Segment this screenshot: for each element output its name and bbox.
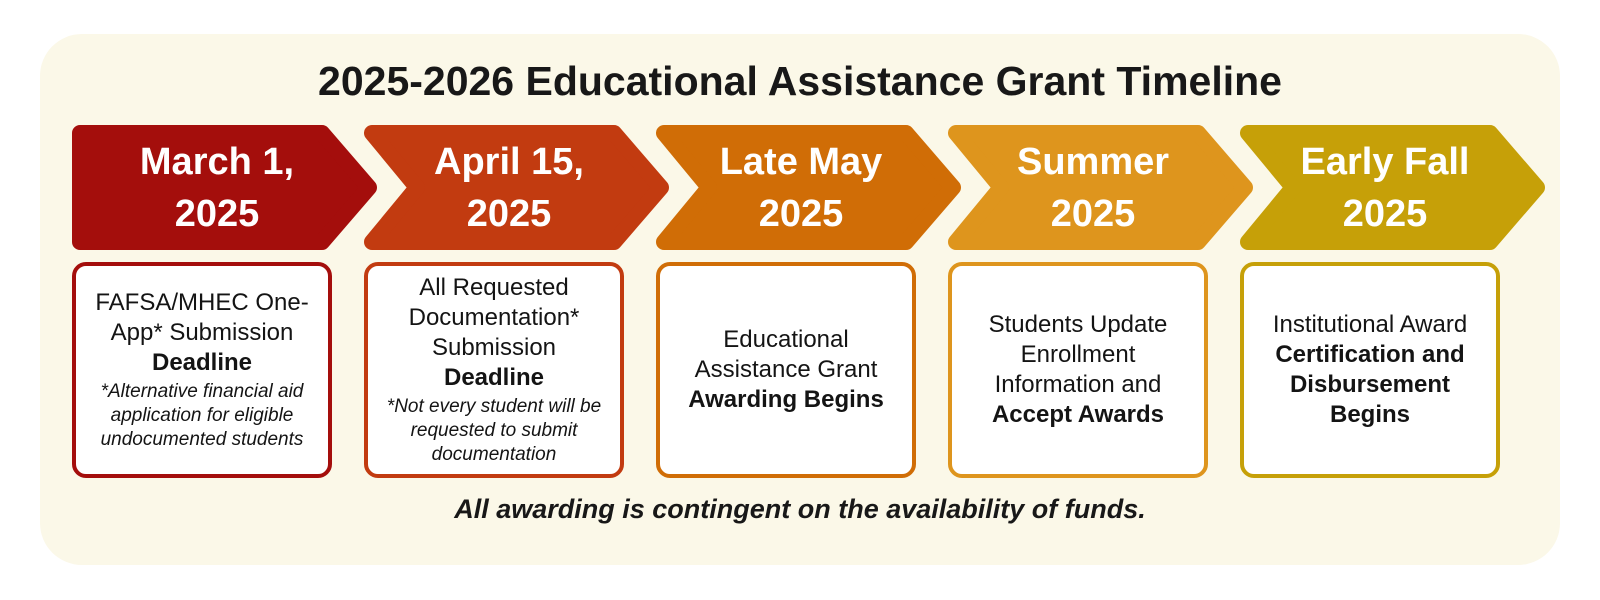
note-text: FAFSA/MHEC One-App* Submission xyxy=(95,289,309,346)
stage-late-may xyxy=(656,125,961,478)
note-bold-text: Certification and Disbursement Begins xyxy=(1275,341,1465,428)
note-box xyxy=(364,262,624,478)
stage-date-line1: Early Fall xyxy=(1300,140,1470,183)
stage-date-line1: Summer xyxy=(1016,140,1170,183)
stage-april-15 xyxy=(364,125,669,478)
note-box xyxy=(656,262,916,478)
stage-date xyxy=(958,125,1228,250)
note-text: All Requested Documentation* Submission xyxy=(408,274,580,361)
note-text: Students Update Enrollment Information and xyxy=(988,311,1168,398)
stage-date-line2: 2025 xyxy=(174,192,260,235)
stage-date xyxy=(666,125,936,250)
stage-date-line2: 2025 xyxy=(1050,192,1136,235)
stage-date-line1: Late May xyxy=(719,140,883,183)
note-bold-text: Awarding Begins xyxy=(688,386,884,413)
stage-date xyxy=(1250,125,1520,250)
stage-date xyxy=(374,125,644,250)
note-box xyxy=(948,262,1208,478)
note-text: Educational Assistance Grant xyxy=(694,326,878,383)
note-text: Institutional Award xyxy=(1272,311,1468,338)
stage-date-line2: 2025 xyxy=(466,192,552,235)
stage-march-1 xyxy=(72,125,377,478)
note-bold-text: Deadline xyxy=(151,349,253,376)
contingency-disclaimer: All awarding is contingent on the availability of funds. xyxy=(454,494,1146,524)
note-bold-text: Deadline xyxy=(443,364,545,391)
note-bold-text: Accept Awards xyxy=(991,401,1165,428)
stage-date-line1: March 1, xyxy=(139,140,295,183)
stage-early-fall xyxy=(1240,125,1545,478)
stage-date-line2: 2025 xyxy=(1342,192,1428,235)
note-footnote: *Alternative financial aid application for eligible undocumented students xyxy=(100,381,304,450)
note-box xyxy=(1240,262,1500,478)
stage-summer xyxy=(948,125,1253,478)
stage-date-line1: April 15, xyxy=(434,140,584,183)
note-footnote: *Not every student will be requested to submit documentation xyxy=(386,396,602,465)
stage-date-line2: 2025 xyxy=(758,192,844,235)
note-box xyxy=(72,262,332,478)
page-title: 2025-2026 Educational Assistance Grant Timeline xyxy=(318,58,1282,104)
stage-date xyxy=(82,125,352,250)
